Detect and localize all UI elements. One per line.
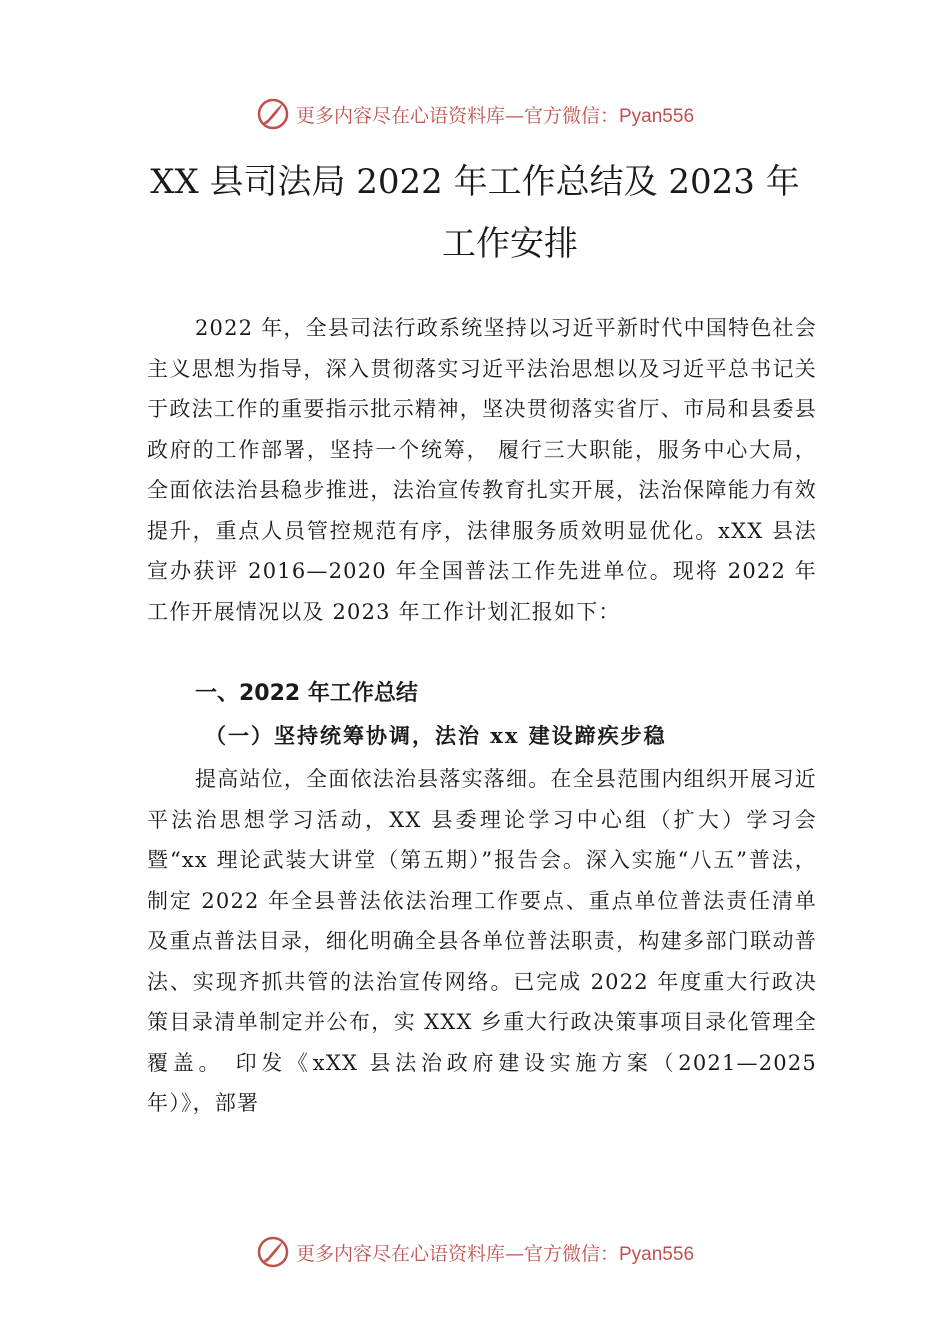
body-paragraph: 提高站位，全面依法治县落实落细。在全县范围内组织开展习近平法治思想学习活动，XX 县委理论学习中心组（扩大）学习会暨“xx 理论武装大讲堂（第五期）”报告会。深入实施“八五”普法，制定 2022 年全县普法依法治理工作要点、重点单位普法责任清单及重点普法目录，细化明确全县各单位普法职责，构建多部门联动普法、实现齐抓共管的法治宣传网络。已完成 2022 年度重大行政决策目录清单制定并公布，实 XXX 乡重大行政决策事项目录化管理全覆盖。 印发《xXX 县法治政府建设实施方案（2021—2025 年）》，部署 [147, 767, 817, 1115]
quill-pen-logo-icon [256, 97, 290, 131]
subsection-heading: （一）坚持统筹协调，法治 xx 建设蹄疾步稳 [205, 723, 667, 748]
watermark-wechat-id: Pyan556 [619, 105, 695, 127]
quill-pen-logo-icon [256, 1235, 290, 1269]
intro-paragraph: 2022 年，全县司法行政系统坚持以习近平新时代中国特色社会主义思想为指导，深入贯彻落实习近平法治思想以及习近平总书记关于政法工作的重要指示批示精神，坚决贯彻落实省厅、市局和县委县政府的工作部署，坚持一个统筹， 履行三大职能，服务中心大局，全面依法治县稳步推进，法治宣传教育扎实开展，法治保障能力有效提升，重点人员管控规范有序，法律服务质效明显优化。xXX 县法宣办获评 2016—2020 年全国普法工作先进单位。现将 2022 年工作开展情况以及 2023 年工作计划汇报如下： [147, 316, 817, 624]
footer-watermark [0, 1232, 950, 1272]
document-title-line1: XX 县司法局 2022 年工作总结及 2023 年 [150, 162, 800, 202]
watermark-cn: 更多内容尽在心语资料库—官方微信： [295, 1242, 619, 1265]
document-title-line2: 工作安排 [442, 224, 578, 264]
section-heading: 一、2022 年工作总结 [195, 681, 418, 706]
watermark-cn: 更多内容尽在心语资料库—官方微信： [295, 104, 619, 127]
header-watermark [0, 94, 950, 134]
watermark-text [296, 101, 694, 128]
watermark-wechat-id: Pyan556 [619, 1243, 695, 1265]
watermark-text [296, 1239, 694, 1266]
